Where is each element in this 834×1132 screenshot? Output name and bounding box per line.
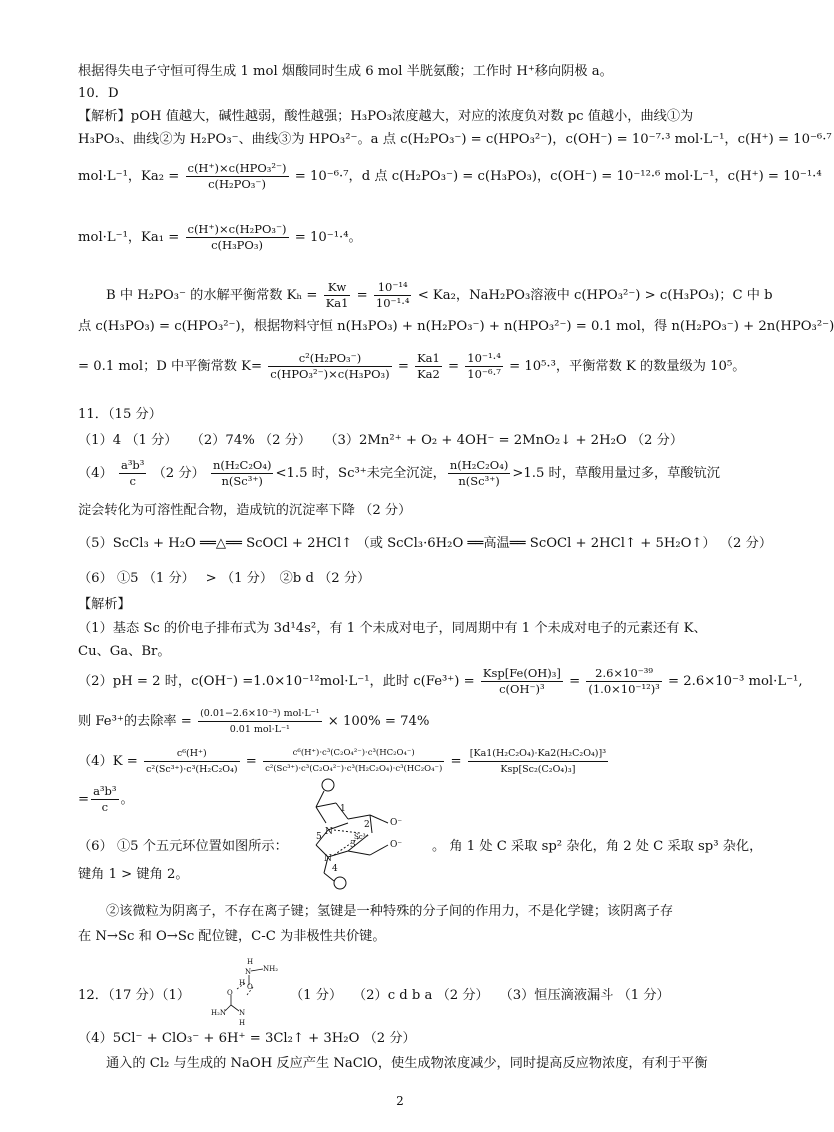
denominator: Ksp[Sc₂(C₂O₄)₃] xyxy=(500,764,576,775)
text-segment: = xyxy=(245,754,257,769)
question-12-header: 12．（17 分）（1） xyxy=(78,988,191,1003)
numerator: a³b³ xyxy=(93,784,117,798)
atom-label: N xyxy=(325,827,333,837)
text-line: 根据得失电子守恒可得生成 1 mol 烟酸同时生成 6 mol 半胱氨酸；工作时 H⁺移向阴极 a。 xyxy=(78,64,613,79)
ring-label: 3 xyxy=(350,840,356,850)
text-segment: < Ka₂，NaH₂PO₃溶液中 c(HPO₃²⁻) > c(H₃PO₃)；C 中 b xyxy=(417,288,773,303)
atom-label: H₂N xyxy=(211,1009,227,1017)
denominator: 10⁻⁶·⁷ xyxy=(467,367,501,381)
fraction xyxy=(468,746,608,777)
numerator: c²(H₂PO₃⁻) xyxy=(268,351,391,367)
text-segment: （2）pH = 2 时，c(OH⁻) =1.0×10⁻¹²mol·L⁻¹，此时 xyxy=(78,674,410,689)
fraction xyxy=(268,351,391,382)
denominator: c²(Sc³⁺)·c³(C₂O₄²⁻)·c³(H₂C₂O₄)·c³(HC₂O₄⁻) xyxy=(265,764,443,774)
denominator: (1.0×10⁻¹²)³ xyxy=(588,682,660,696)
text-line: （1）基态 Sc 的价电子排布式为 3d¹4s²，有 1 个未成对电子，同周期中有 1 个未成对电子的元素还有 K、 xyxy=(78,621,707,636)
denominator: c²(Sc³⁺)·c³(H₂C₂O₄) xyxy=(146,764,238,775)
fraction xyxy=(91,784,118,815)
denominator: c(OH⁻)³ xyxy=(499,682,545,696)
text-segment: 则 Fe³⁺的去除率 = xyxy=(78,714,192,729)
answer-4-line xyxy=(78,452,728,496)
atom-label: O xyxy=(247,983,253,991)
text-line: （1 分） （2）c d b a （2 分） （3）恒压滴液漏斗 （1 分） xyxy=(290,988,670,1003)
ring-label: 5 xyxy=(316,832,322,842)
atom-label: H xyxy=(239,1019,246,1027)
denominator: Ka2 xyxy=(417,367,440,381)
fraction xyxy=(586,666,661,697)
text-line: 在 N→Sc 和 O→Sc 配位键，C-C 为非极性共价键。 xyxy=(78,929,386,944)
numerator: Ka1 xyxy=(417,351,440,365)
fraction xyxy=(186,222,289,253)
text-segment: = xyxy=(450,754,462,769)
denominator: c xyxy=(129,474,136,488)
numerator: (0.01−2.6×10⁻³) mol·L⁻¹ xyxy=(198,706,321,722)
fraction xyxy=(415,351,442,382)
numerator: n(H₂C₂O₄) xyxy=(449,458,509,472)
denominator: Ka1 xyxy=(325,296,349,310)
ka2-line xyxy=(78,157,822,197)
text-line: 【解析】pOH 值越大，碱性越弱，酸性越强；H₃PO₃浓度越大，对应的浓度负对数 pc 值越小，曲线①为 xyxy=(78,109,694,124)
text-segment: 。 xyxy=(120,792,134,807)
text-segment: = 10⁻¹·⁴。 xyxy=(294,230,362,245)
denominator: c(H₃PO₃) xyxy=(211,238,263,252)
text-line: H₃PO₃、曲线②为 H₂PO₃⁻、曲线③为 HPO₃²⁻。a 点 c(H₂PO₃⁻) = c(HPO₃²⁻)，c(OH⁻) = 10⁻⁷·³ mol·L⁻¹，c(H⁺) = 10⁻⁶·⁷ xyxy=(78,132,832,147)
numerator: 10⁻¹⁴ xyxy=(374,280,412,296)
text-line: ②该微粒为阴离子，不存在离子键；氢键是一种特殊的分子间的作用力，不是化学键；该阴离子存 xyxy=(106,904,674,919)
numerator: c⁶(H⁺) xyxy=(144,746,240,762)
fraction xyxy=(144,746,240,777)
fraction xyxy=(263,746,444,777)
fraction xyxy=(119,458,146,489)
text-segment: （2 分） xyxy=(152,466,205,481)
numerator: c(H⁺)×c(H₂PO₃⁻) xyxy=(187,222,287,236)
text-line: （4）5Cl⁻ + ClO₃⁻ + 6H⁺ = 3Cl₂↑ + 3H₂O （2 分） xyxy=(78,1031,416,1046)
text-line: Cu、Ga、Br。 xyxy=(78,644,171,659)
text-line: （6） ①5 （1 分） > （1 分） ②b d （2 分） xyxy=(78,571,371,586)
atom-label: H xyxy=(247,958,254,966)
fraction xyxy=(211,458,273,489)
fraction xyxy=(186,161,289,192)
fraction xyxy=(465,351,503,382)
numerator: 10⁻¹·⁴ xyxy=(467,351,501,365)
atom-label: N xyxy=(245,968,252,976)
atom-label: N xyxy=(324,854,332,864)
ring-label: 1 xyxy=(340,804,346,814)
text-segment: <1.5 时，Sc³⁺未完全沉淀， xyxy=(275,466,446,481)
urea-dimer-figure xyxy=(205,955,285,1027)
text-segment: mol·L⁻¹，Ka₂ = xyxy=(78,169,180,184)
numerator: Kw xyxy=(324,280,351,296)
atom-label: O xyxy=(227,989,233,997)
denominator: c(HPO₃²⁻)×c(H₃PO₃) xyxy=(270,367,390,381)
text-line: （6） ①5 个五元环位置如图所示： xyxy=(78,839,288,854)
text-segment: = 2.6×10⁻³ mol·L⁻¹, xyxy=(668,674,803,689)
atom-label: O⁻ xyxy=(390,840,403,850)
denominator: n(Sc³⁺) xyxy=(221,474,263,488)
numerator: a³b³ xyxy=(120,458,145,472)
fe-line xyxy=(78,660,803,704)
denominator: c xyxy=(101,800,109,814)
ab-c-line: = $\frac{\text{a³b³}}{c}$ 。 xyxy=(78,784,134,814)
fraction xyxy=(448,458,510,489)
numerator: 2.6×10⁻³⁹ xyxy=(586,666,661,682)
atom-label: Sc³⁺ xyxy=(354,833,370,841)
ka1-line xyxy=(78,218,728,258)
ring-label: 2 xyxy=(364,820,370,830)
text-segment: >1.5 时，草酸用量过多，草酸钪沉 xyxy=(512,466,720,481)
text-segment: （4） xyxy=(78,466,113,481)
numerator: n(H₂C₂O₄) xyxy=(212,458,272,472)
numerator: c⁶(H⁺)·c³(C₂O₄²⁻)·c³(HC₂O₄⁻) xyxy=(263,746,444,762)
rate-line xyxy=(78,704,728,740)
denominator: 0.01 mol·L⁻¹ xyxy=(229,724,290,735)
denominator: n(Sc³⁺) xyxy=(458,474,500,488)
text-line: （1）4 （1 分） （2）74% （2 分） （3）2Mn²⁺ + O₂ + 4OH⁻ = 2MnO₂↓ + 2H₂O （2 分） xyxy=(78,433,684,448)
fraction xyxy=(481,666,563,697)
text-segment: × 100% = 74% xyxy=(327,714,430,729)
text-segment: B 中 H₂PO₃⁻ 的水解平衡常数 Kₕ = xyxy=(106,288,318,303)
text-segment: = 0.1 mol；D 中平衡常数 K= xyxy=(78,359,263,374)
text-line: 。 角 1 处 C 采取 sp² 杂化，角 2 处 C 采取 sp³ 杂化， xyxy=(432,839,763,854)
numerator: [Ka1(H₂C₂O₄)·Ka2(H₂C₂O₄)]³ xyxy=(468,746,608,762)
text-line: （5）ScCl₃ + H₂O ══△══ ScOCl + 2HCl↑ （或 ScCl₃·6H₂O ══高温══ ScOCl + 2HCl↑ + 5H₂O↑） （2 分） xyxy=(78,536,773,551)
ring-label: 4 xyxy=(332,864,338,874)
text-line: 淀会转化为可溶性配合物，造成钪的沉淀率下降 （2 分） xyxy=(78,503,412,518)
atom-label: H xyxy=(239,979,246,987)
atom-label: N xyxy=(239,1009,246,1017)
numerator: c(H⁺)×c(HPO₃²⁻) xyxy=(187,161,287,175)
kd-line: = 0.1 mol；D 中平衡常数 K= $\frac{\text{c²(H₂PO₃⁻)}}{\text{c(HPO₃²⁻)×c(H₃PO₃)}}$ = $\frac{Ka1}{Ka2}$ = $\frac{\text{10⁻¹·⁴}}{\text{10⁻⁶·⁷}}$ = 10⁵·³，平衡常数 K 的数量级为 10⁵。 xyxy=(78,351,746,381)
fraction xyxy=(374,280,412,311)
page-number: 2 xyxy=(396,1094,404,1108)
analysis-header: 【解析】 xyxy=(78,597,131,612)
numerator: Ksp[Fe(OH)₃] xyxy=(482,666,561,680)
text-segment: mol·L⁻¹，Ka₁ = xyxy=(78,230,180,245)
text-segment: = 10⁻⁶·⁷，d 点 c(H₂PO₃⁻) = c(H₃PO₃)，c(OH⁻) = 10⁻¹²·⁶ mol·L⁻¹，c(H⁺) = 10⁻¹·⁴ xyxy=(294,169,822,184)
kh-line: B 中 H₂PO₃⁻ 的水解平衡常数 Kₕ = $\frac{Kw}{Ka1}$ = $\frac{\text{10⁻¹⁴}}{\text{10⁻¹·⁴}}$ < Ka₂，NaH₂PO₃溶液中 c(HPO₃²⁻) > c(H₃PO₃)；C 中 b xyxy=(106,280,773,310)
question-11-header: 11．（15 分） xyxy=(78,407,162,422)
text-line: 键角 1 > 键角 2。 xyxy=(78,867,189,882)
text-line: 通入的 Cl₂ 与生成的 NaOH 反应产生 NaClO，使生成物浓度减少，同时提高反应物浓度，有利于平衡 xyxy=(106,1056,708,1071)
question-10-answer: 10．D xyxy=(78,86,119,101)
fraction xyxy=(198,706,321,737)
text-line: 点 c(H₃PO₃) = c(HPO₃²⁻)，根据物料守恒 n(H₃PO₃) + n(H₂PO₃⁻) + n(HPO₃²⁻) = 0.1 mol，得 n(H₂PO₃⁻) + 2n(HPO₃²⁻) xyxy=(78,319,834,334)
text-segment: （4）K = xyxy=(78,754,138,769)
atom-label: NH₂ xyxy=(263,965,279,973)
text-segment: = xyxy=(569,674,581,689)
fraction xyxy=(324,280,351,311)
denominator: 10⁻¹·⁴ xyxy=(375,296,410,310)
text-segment: c(Fe³⁺) = xyxy=(413,674,475,689)
atom-label: O⁻ xyxy=(390,818,403,828)
text-segment: = 10⁵·³，平衡常数 K 的数量级为 10⁵。 xyxy=(509,359,746,374)
denominator: c(H₂PO₃⁻) xyxy=(208,177,266,191)
